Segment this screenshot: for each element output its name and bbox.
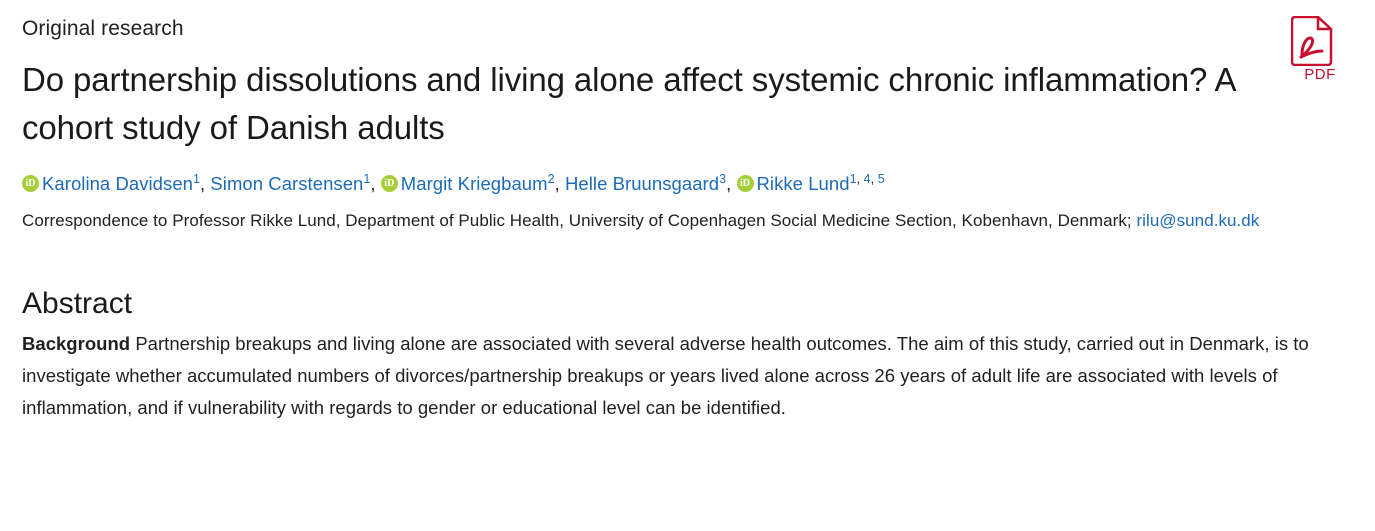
author-entry-4 <box>565 173 737 194</box>
abstract-section-text: Partnership breakups and living alone are associated with several adverse health outcomes. The aim of this study, carried out in Denmark, is to investigate whether accumulated numbers of divorces/partnership breakups or years lived alone across 26 years of adult life are associated with levels of inflammation, and if vulnerability with regards to gender or educational level can be identified. <box>22 333 1309 419</box>
author-affiliation-marker: 4 <box>863 172 871 186</box>
author-separator: , <box>370 173 381 195</box>
correspondence-block <box>22 207 1272 234</box>
author-affiliation-marker: 1 <box>363 172 371 186</box>
author-affiliation-marker: 2 <box>547 172 555 186</box>
orcid-icon[interactable] <box>22 175 39 192</box>
pdf-document-icon <box>1291 16 1349 66</box>
correspondence-email-link[interactable]: rilu@sund.ku.dk <box>1136 211 1260 231</box>
author-affiliation-marker: 3 <box>719 172 727 186</box>
author-separator: , <box>554 173 566 195</box>
author-link-davidsen[interactable]: Karolina Davidsen <box>42 173 193 195</box>
author-link-kriegbaum[interactable]: Margit Kriegbaum <box>400 173 548 195</box>
author-separator: , <box>200 173 211 195</box>
download-pdf-button[interactable] <box>1291 16 1349 84</box>
article-type-label: Original research <box>22 17 184 40</box>
author-entry-5 <box>737 173 885 194</box>
author-entry-1 <box>22 173 210 194</box>
page-title: Do partnership dissolutions and living alone affect systemic chronic inflammation? A cohort study of Danish adults <box>22 61 1235 146</box>
author-entry-3 <box>381 173 565 194</box>
orcid-icon[interactable] <box>381 175 398 192</box>
abstract-heading: Abstract <box>22 287 133 321</box>
author-link-lund[interactable]: Rikke Lund <box>756 173 850 195</box>
author-link-bruunsgaard[interactable]: Helle Bruunsgaard <box>565 173 720 195</box>
correspondence-text: Correspondence to Professor Rikke Lund, Department of Public Health, University of Copenhagen Social Medicine Section, Kobenhavn, Denmark; <box>22 211 1132 231</box>
author-affiliation-separator: , <box>856 172 864 186</box>
abstract-section-label: Background <box>22 333 131 355</box>
author-link-carstensen[interactable]: Simon Carstensen <box>210 173 364 195</box>
author-list <box>22 166 1351 197</box>
author-affiliation-marker: 5 <box>877 172 885 186</box>
author-separator: , <box>726 173 737 195</box>
orcid-icon[interactable] <box>737 175 754 192</box>
author-affiliation-separator: , <box>870 172 878 186</box>
author-affiliation-marker: 1 <box>193 172 201 186</box>
abstract-background-paragraph <box>22 328 1351 424</box>
author-entry-2 <box>210 173 380 194</box>
pdf-button-label: PDF <box>1304 66 1336 83</box>
author-affiliation-marker: 1 <box>849 172 857 186</box>
